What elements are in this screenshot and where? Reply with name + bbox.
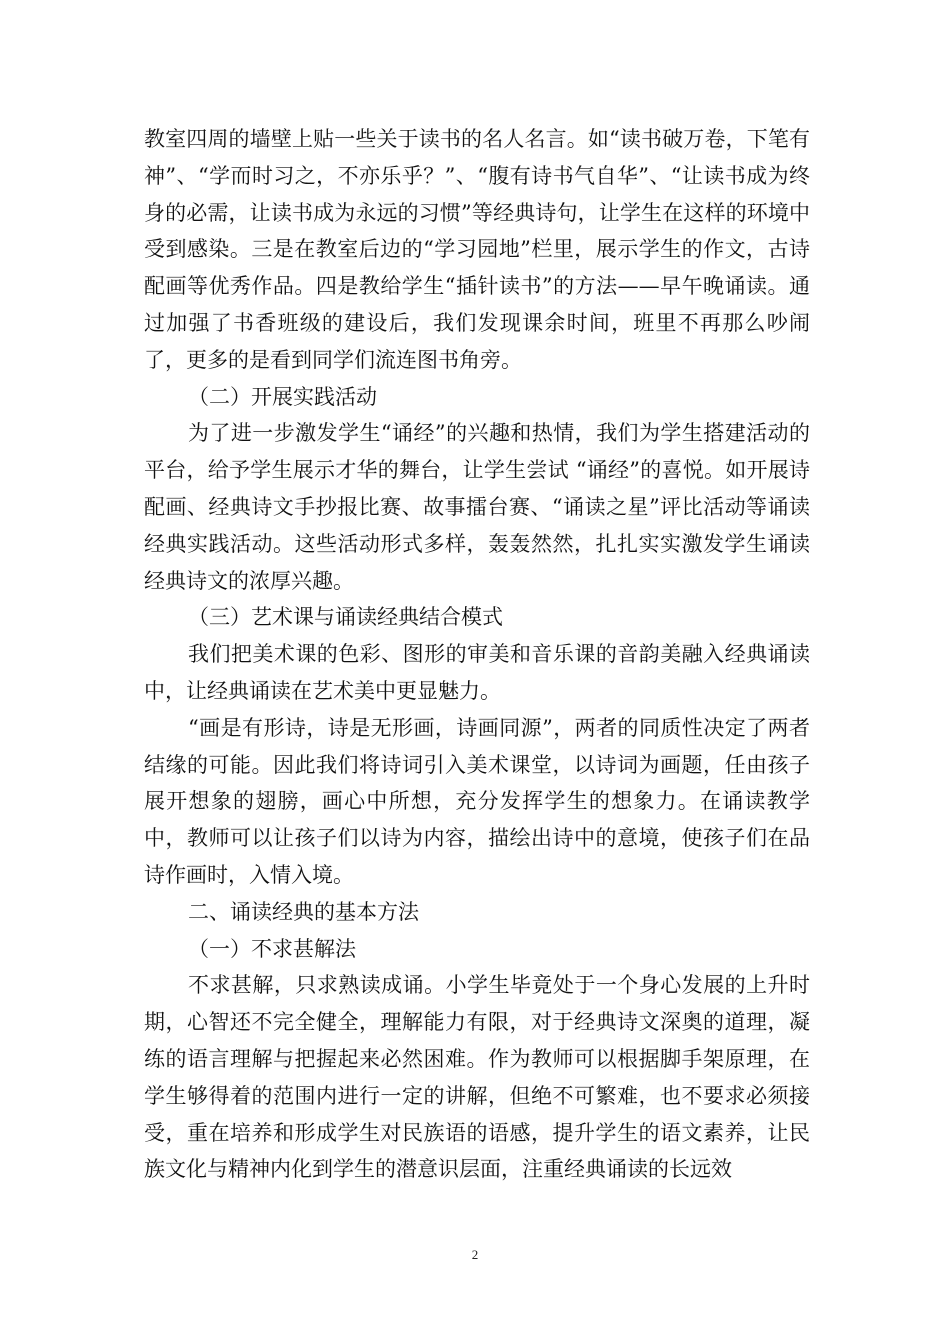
paragraph-body: 我们把美术课的色彩、图形的审美和音乐课的音韵美融入经典诵读中，让经典诵读在艺术美中更显魅力。 [144,642,810,703]
section-heading: （二）开展实践活动 [188,384,377,409]
paragraph-body: 为了进一步激发学生“诵经”的兴趣和热情，我们为学生搭建活动的平台，给予学生展示才华的舞台，让学生尝试 “诵经”的喜悦。如开展诗配画、经典诗文手抄报比赛、故事擂台赛、“诵读之星”评比活动等诵读经典实践活动。这些活动形式多样，轰轰然然，扎扎实实激发学生诵读经典诗文的浓厚兴趣。 [144,421,810,593]
paragraph-body: “画是有形诗，诗是无形画，诗画同源”，两者的同质性决定了两者结缘的可能。因此我们将诗词引入美术课堂，以诗词为画题，任由孩子展开想象的翅膀，画心中所想，充分发挥学生的想象力。在诵读教学中，教师可以让孩子们以诗为内容，描绘出诗中的意境，使孩子们在品诗作画时，入情入境。 [144,715,810,887]
page-number: 2 [471,1247,479,1262]
section-heading: （三）艺术课与诵读经典结合模式 [188,605,503,630]
paragraph-body: 不求甚解，只求熟读成诵。小学生毕竟处于一个身心发展的上升时期，心智还不完全健全，理解能力有限，对于经典诗文深奥的道理，凝练的语言理解与把握起来必然困难。作为教师可以根据脚手架原理，在学生够得着的范围内进行一定的讲解，但绝不可繁难，也不要求必须接受，重在培养和形成学生对民族语的语感，提升学生的语文素养，让民族文化与精神内化到学生的潜意识层面，注重经典诵读的长远效 [144,973,810,1182]
chapter-heading: 二、诵读经典的基本方法 [188,899,419,924]
section-heading: （一）不求甚解法 [188,936,356,961]
document-page [144,121,810,1188]
paragraph-body-continuation: 教室四周的墙壁上贴一些关于读书的名人名言。如“读书破万卷，下笔有神”、“学而时习之，不亦乐乎？”、“腹有诗书气自华”、“让读书成为终身的必需，让读书成为永远的习惯”等经典诗句，让学生在这样的环境中受到感染。三是在教室后边的“学习园地”栏里，展示学生的作文，古诗配画等优秀作品。四是教给学生“插针读书”的方法——早午晚诵读。通过加强了书香班级的建设后，我们发现课余时间，班里不再那么吵闹了，更多的是看到同学们流连图书角旁。 [144,127,810,372]
